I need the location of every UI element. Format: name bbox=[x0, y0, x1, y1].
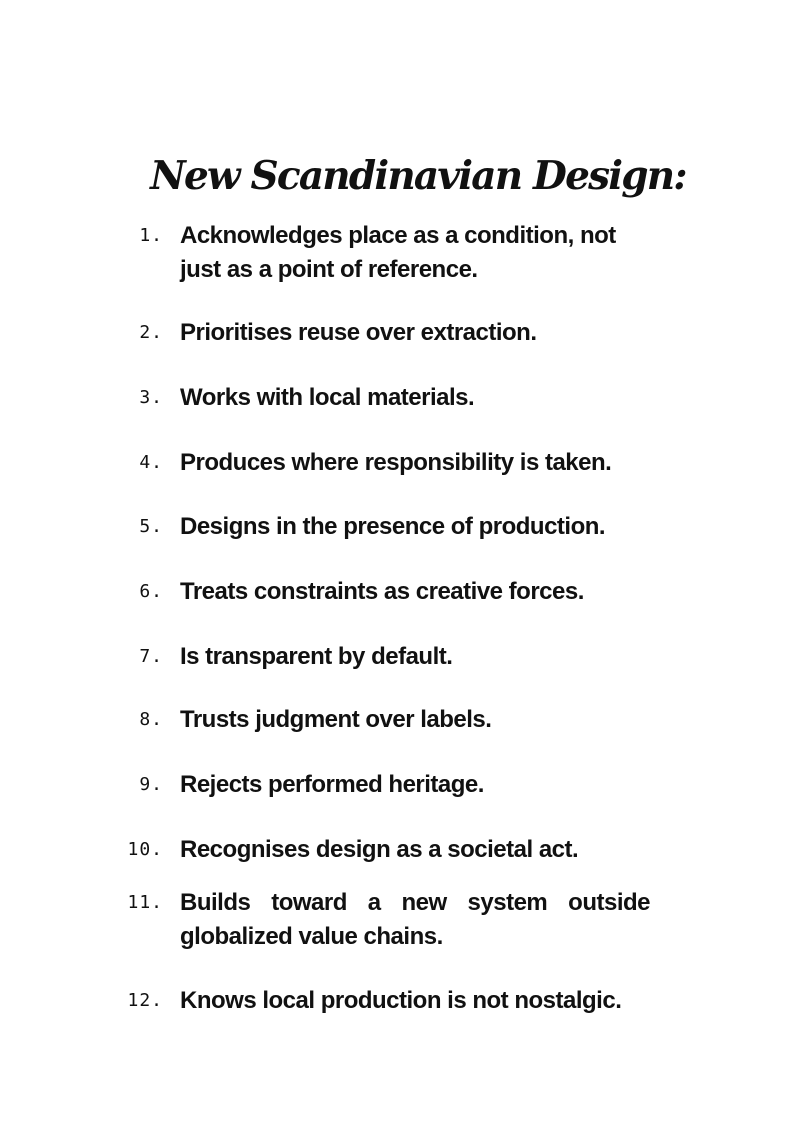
item-text: Is transparent by default. bbox=[180, 643, 453, 670]
item-text: Treats constraints as creative forces. bbox=[180, 578, 584, 605]
item-number: 9. bbox=[139, 774, 163, 795]
item-text: Acknowledges place as a condition, not just as a point of reference. bbox=[180, 222, 616, 283]
item-text: Works with local materials. bbox=[180, 384, 475, 411]
item-number: 7. bbox=[139, 646, 163, 667]
item-text: Prioritises reuse over extraction. bbox=[180, 319, 537, 346]
item-number: 6. bbox=[139, 581, 163, 602]
item-text: Recognises design as a societal act. bbox=[180, 836, 579, 863]
item-number: 4. bbox=[139, 452, 163, 473]
item-number: 11. bbox=[127, 892, 163, 913]
item-number: 5. bbox=[139, 516, 163, 537]
document-title: New Scandinavian Design: bbox=[150, 153, 686, 199]
item-number: 12. bbox=[127, 990, 163, 1011]
item-text: Trusts judgment over labels. bbox=[180, 706, 492, 733]
item-number: 8. bbox=[139, 709, 163, 730]
item-text: Knows local production is not nostalgic. bbox=[180, 987, 622, 1014]
item-text: Builds toward a new system outside globalized value chains. bbox=[180, 889, 650, 950]
item-text: Produces where responsibility is taken. bbox=[180, 449, 612, 476]
item-number: 3. bbox=[139, 387, 163, 408]
item-number: 1. bbox=[139, 225, 163, 246]
item-number: 2. bbox=[139, 322, 163, 343]
item-text: Rejects performed heritage. bbox=[180, 771, 484, 798]
item-text: Designs in the presence of production. bbox=[180, 513, 606, 540]
item-number: 10. bbox=[127, 839, 163, 860]
